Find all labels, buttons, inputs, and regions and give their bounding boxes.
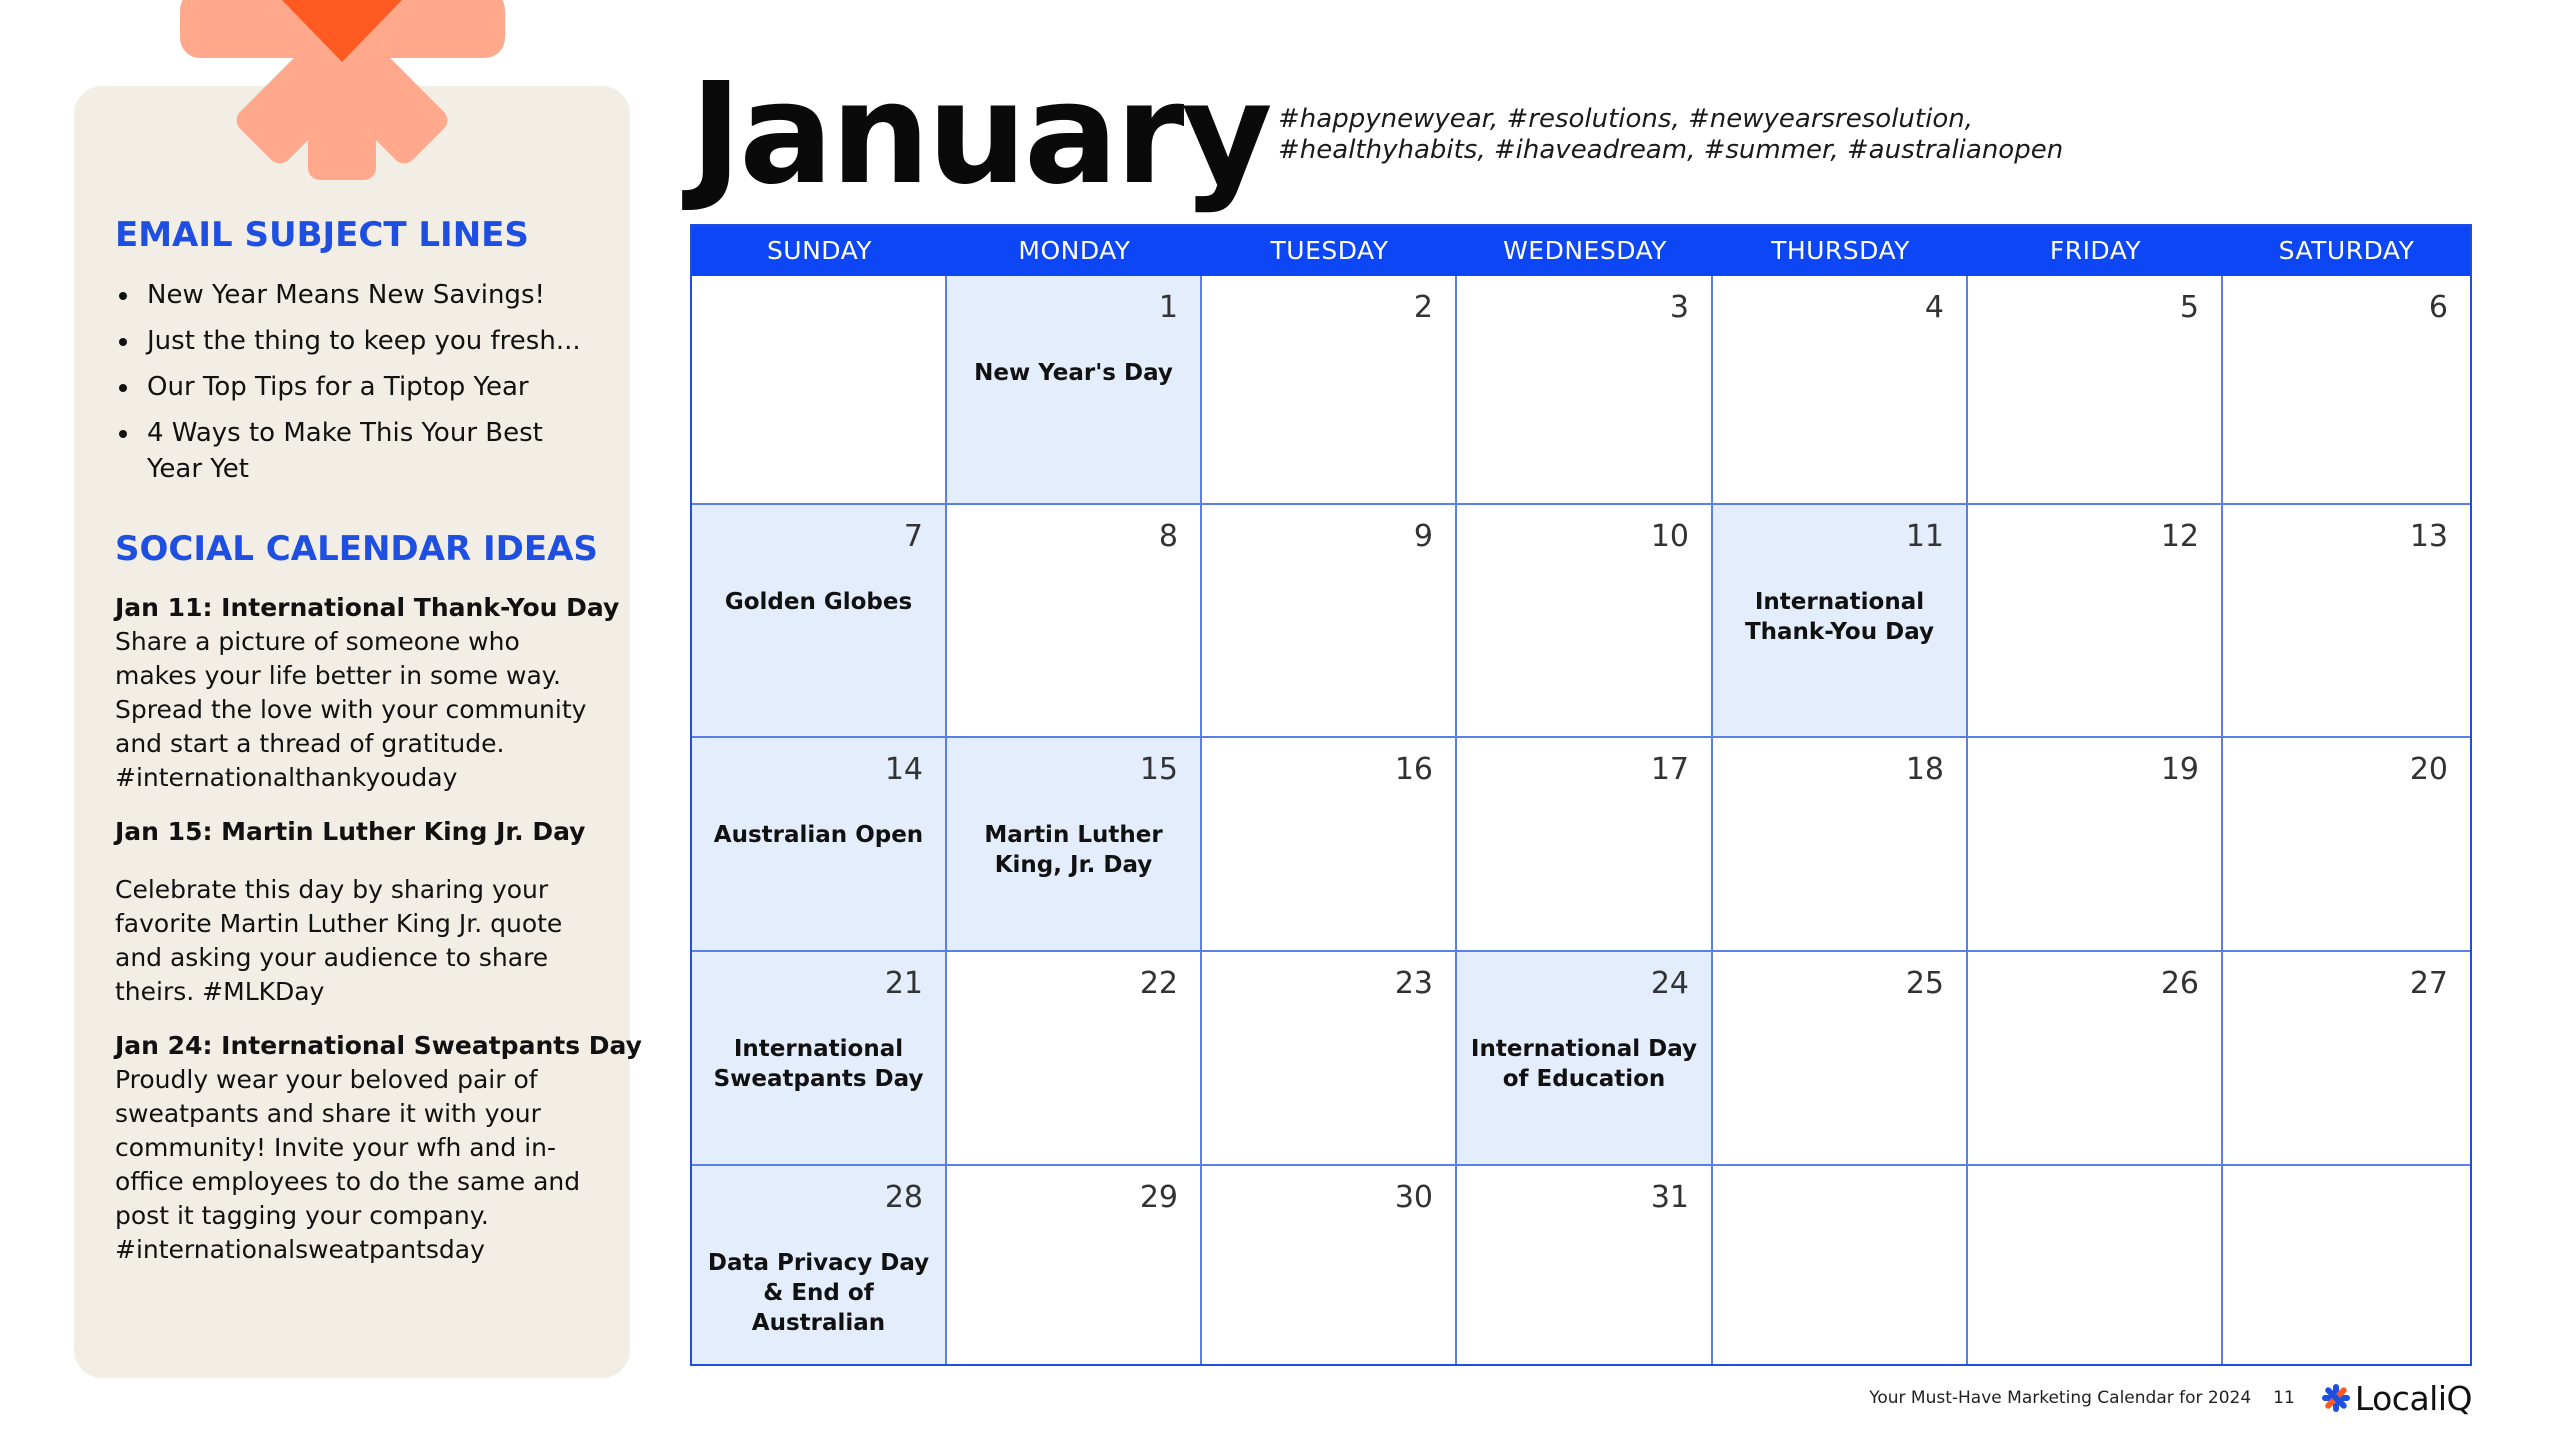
day-number: 30 xyxy=(1394,1180,1433,1215)
day-number: 20 xyxy=(2409,752,2448,787)
social-idea xyxy=(115,1029,642,1267)
sidebar-content xyxy=(115,215,642,1287)
calendar-day-cell xyxy=(1202,505,1457,738)
day-number: 2 xyxy=(1413,290,1433,325)
calendar-day-cell xyxy=(1457,1166,1713,1364)
calendar-day-cell xyxy=(1457,952,1713,1166)
calendar-day-cell xyxy=(2223,1166,2470,1364)
calendar-day-cell xyxy=(1202,1166,1457,1364)
calendar-day-cell xyxy=(947,276,1202,505)
calendar-day-cell xyxy=(1202,952,1457,1166)
event-label: New Year's Day xyxy=(974,360,1173,386)
day-number: 8 xyxy=(1158,519,1178,554)
day-number: 5 xyxy=(2179,290,2199,325)
day-number: 19 xyxy=(2160,752,2199,787)
footer xyxy=(1869,1372,2472,1424)
day-number: 9 xyxy=(1413,519,1433,554)
calendar-day-cell xyxy=(2223,738,2470,952)
calendar-day-cell xyxy=(692,952,947,1166)
event-label: Golden Globes xyxy=(724,589,913,615)
hashtags-text: #happynewyear, #resolutions, #newyearsresolution, #healthyhabits, #ihaveadream, #summer, #australianopen xyxy=(1278,104,2064,165)
weekday-header: SATURDAY xyxy=(2278,236,2415,265)
calendar-day-cell xyxy=(1713,276,1968,505)
calendar-day-cell xyxy=(1457,738,1713,952)
event-label: International Sweatpants Day xyxy=(713,1036,924,1092)
social-idea xyxy=(115,815,600,1009)
day-number: 7 xyxy=(903,519,923,554)
calendar-day-cell xyxy=(947,738,1202,952)
calendar-day-cell xyxy=(1457,276,1713,505)
day-number: 1 xyxy=(1158,290,1178,325)
social-idea xyxy=(115,591,620,795)
day-number: 12 xyxy=(2160,519,2199,554)
asterisk-heart-decoration xyxy=(180,0,505,185)
subject-line-list xyxy=(115,277,635,487)
day-number: 18 xyxy=(1905,752,1944,787)
day-number: 21 xyxy=(884,966,923,1001)
localiq-flower-icon xyxy=(2321,1383,2351,1413)
subject-line-item: New Year Means New Savings! xyxy=(115,277,635,313)
day-number: 15 xyxy=(1139,752,1178,787)
calendar-day-cell xyxy=(692,1166,947,1364)
month-title: January xyxy=(690,53,1270,216)
weekday-header: SUNDAY xyxy=(766,236,873,265)
calendar-day-cell xyxy=(947,1166,1202,1364)
idea-title: Jan 11: International Thank-You Day xyxy=(115,593,620,622)
calendar-day-cell xyxy=(1713,952,1968,1166)
month-calendar xyxy=(690,224,2472,1366)
brand-name: LocaliQ xyxy=(2354,1378,2472,1418)
subject-line-item: 4 Ways to Make This Your Best Year Yet xyxy=(115,415,547,487)
calendar-day-cell xyxy=(947,952,1202,1166)
day-number: 29 xyxy=(1139,1180,1178,1215)
calendar-day-cell xyxy=(2223,276,2470,505)
calendar-day-cell xyxy=(947,505,1202,738)
calendar-day-cell xyxy=(1968,952,2223,1166)
calendar-day-cell xyxy=(2223,952,2470,1166)
day-number: 6 xyxy=(2428,290,2448,325)
calendar-day-cell xyxy=(1713,505,1968,738)
event-label: Australian Open xyxy=(713,822,924,848)
day-number: 25 xyxy=(1905,966,1944,1001)
event-label: International Thank-You Day xyxy=(1744,589,1935,645)
weekday-header: TUESDAY xyxy=(1270,236,1389,265)
event-label: Data Privacy Day & End of Australian xyxy=(707,1250,930,1336)
calendar-day-cell xyxy=(1202,738,1457,952)
subject-line-item: Just the thing to keep you fresh... xyxy=(115,323,635,359)
day-number: 23 xyxy=(1394,966,1433,1001)
footer-title: Your Must-Have Marketing Calendar for 2024 xyxy=(1869,1388,2252,1408)
calendar-day-cell xyxy=(1713,738,1968,952)
day-number: 24 xyxy=(1650,966,1689,1001)
idea-body: Celebrate this day by sharing your favorite Martin Luther King Jr. quote and asking your audience to share theirs. #MLKDay xyxy=(115,875,563,1006)
day-number: 17 xyxy=(1650,752,1689,787)
social-ideas-heading: SOCIAL CALENDAR IDEAS xyxy=(115,529,598,569)
idea-title: Jan 15: Martin Luther King Jr. Day xyxy=(115,817,586,846)
calendar-day-cell xyxy=(692,276,947,505)
calendar-day-cell xyxy=(1968,738,2223,952)
day-number: 11 xyxy=(1905,519,1944,554)
calendar-grid xyxy=(692,276,2470,1364)
day-number: 22 xyxy=(1139,966,1178,1001)
event-label: Martin Luther King, Jr. Day xyxy=(984,822,1163,878)
day-number: 3 xyxy=(1669,290,1689,325)
day-number: 13 xyxy=(2409,519,2448,554)
day-number: 28 xyxy=(884,1180,923,1215)
weekday-header: FRIDAY xyxy=(2049,236,2142,265)
calendar-day-cell xyxy=(1457,505,1713,738)
day-number: 27 xyxy=(2409,966,2448,1001)
idea-body: Proudly wear your beloved pair of sweatpants and share it with your community! Invite your wfh and in-office employees to do the same and post it tagging your company. #internationalsweatpantsday xyxy=(115,1065,581,1264)
calendar-day-cell xyxy=(1968,276,2223,505)
calendar-day-cell xyxy=(1202,276,1457,505)
calendar-day-cell xyxy=(1713,1166,1968,1364)
weekday-header: THURSDAY xyxy=(1771,236,1910,265)
weekday-header: MONDAY xyxy=(1018,236,1131,265)
calendar-day-cell xyxy=(2223,505,2470,738)
day-number: 14 xyxy=(884,752,923,787)
calendar-day-cell xyxy=(1968,505,2223,738)
brand-logo xyxy=(2321,1379,2472,1418)
weekday-header: WEDNESDAY xyxy=(1503,236,1667,265)
day-number: 31 xyxy=(1650,1180,1689,1215)
subject-line-item: Our Top Tips for a Tiptop Year xyxy=(115,369,635,405)
email-subject-heading: EMAIL SUBJECT LINES xyxy=(115,215,529,255)
idea-body: Share a picture of someone who makes your life better in some way. Spread the love with your community and start a thread of gratitude. #internationalthankyouday xyxy=(115,627,587,792)
calendar-day-cell xyxy=(692,738,947,952)
page-number: 11 xyxy=(2273,1388,2295,1408)
event-label: International Day of Education xyxy=(1470,1036,1698,1092)
day-number: 10 xyxy=(1650,519,1689,554)
calendar-day-cell xyxy=(692,505,947,738)
day-number: 4 xyxy=(1924,290,1944,325)
calendar-day-cell xyxy=(1968,1166,2223,1364)
weekday-header-row xyxy=(692,226,2470,276)
idea-title: Jan 24: International Sweatpants Day xyxy=(115,1031,642,1060)
day-number: 16 xyxy=(1394,752,1433,787)
day-number: 26 xyxy=(2160,966,2199,1001)
